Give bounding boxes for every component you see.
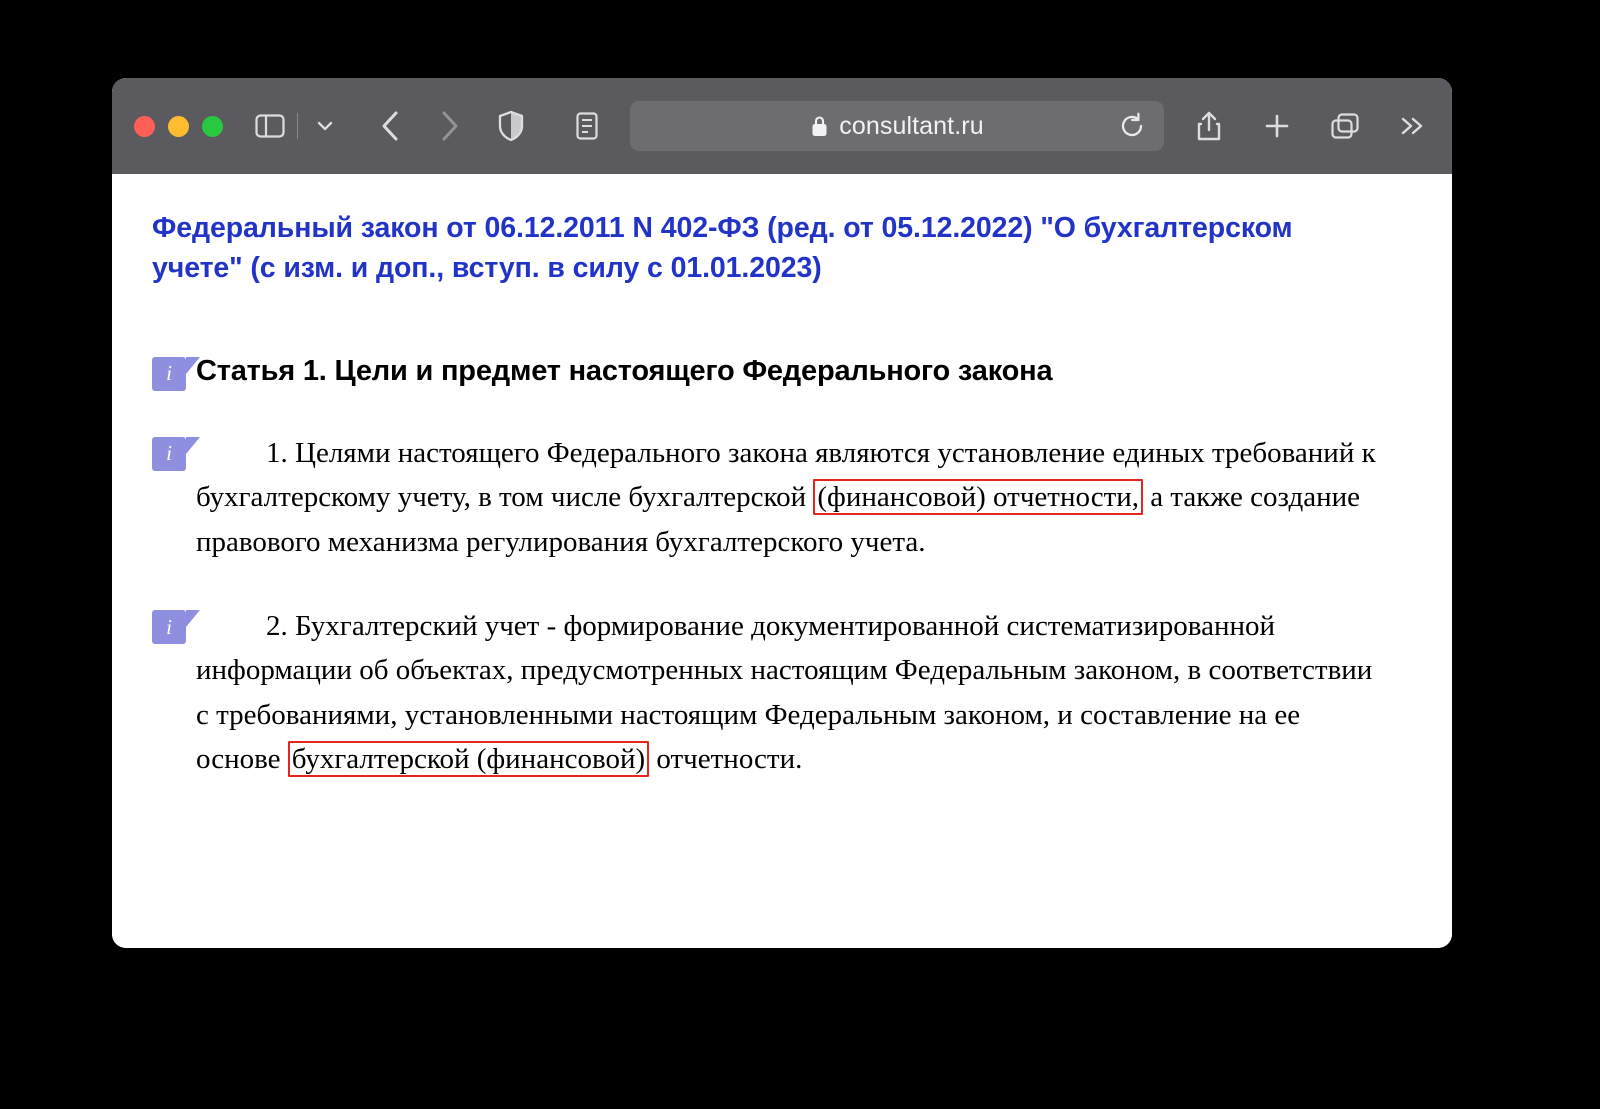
privacy-and-reader-buttons [494, 104, 604, 148]
paragraph-1-text-after: а также создание правового механизма регулирования бухгалтерского учета. [196, 481, 1361, 558]
paragraph-block-2 [152, 604, 1406, 781]
paragraph-2-highlight: бухгалтерской (финансовой) [288, 741, 649, 777]
lock-icon [810, 114, 829, 138]
info-icon-badge: i [152, 357, 186, 391]
address-bar[interactable] [630, 101, 1164, 151]
info-icon[interactable] [152, 357, 196, 391]
page-content [112, 174, 1452, 948]
sidebar-controls [253, 104, 342, 148]
share-icon[interactable] [1192, 104, 1226, 148]
maximize-window-button[interactable] [202, 116, 223, 137]
browser-toolbar [112, 78, 1452, 174]
minimize-window-button[interactable] [168, 116, 189, 137]
sidebar-toggle-icon[interactable] [253, 104, 287, 148]
url-text: consultant.ru [839, 111, 984, 140]
chevron-down-icon[interactable] [308, 104, 342, 148]
address-bar-content [810, 112, 983, 141]
paragraph-1-text-before: 1. Целями настоящего Федерального закона являются установление единых требований к бухгалтерскому учету, в том числе бухгалтерской [196, 436, 1376, 514]
toolbar-divider [297, 113, 298, 139]
info-icon-badge: i [152, 610, 186, 644]
close-window-button[interactable] [134, 116, 155, 137]
tab-overview-icon[interactable] [1328, 104, 1362, 148]
document-title[interactable]: Федеральный закон от 06.12.2011 N 402-ФЗ (ред. от 05.12.2022) "О бухгалтерском учете" (с изм. и доп., вступ. в силу с 01.01.2023) [152, 212, 1293, 285]
forward-icon[interactable] [432, 104, 466, 148]
reload-icon[interactable] [1118, 112, 1146, 140]
more-chevrons-icon[interactable] [1396, 104, 1430, 148]
info-icon-badge: i [152, 437, 186, 471]
back-icon[interactable] [374, 104, 408, 148]
shield-icon[interactable] [494, 104, 528, 148]
paragraph-2 [196, 604, 1381, 781]
paragraph-2-text-before: 2. Бухгалтерский учет - формирование документированной систематизированной информации об объектах, предусмотренных настоящим Федеральным законом, в соответствии с требованиями, установленными настоящим Федеральным законом, и составление на ее основе [196, 610, 1373, 776]
paragraph-block-1 [152, 431, 1406, 564]
paragraph-1-highlight: (финансовой) отчетности, [813, 479, 1143, 515]
navigation-buttons [374, 104, 466, 148]
info-icon[interactable] [152, 437, 196, 471]
info-icon[interactable] [152, 610, 196, 644]
paragraph-2-text-after: отчетности. [649, 743, 803, 776]
article-heading-block [152, 351, 1406, 391]
paragraph-1 [196, 431, 1381, 564]
reader-mode-icon[interactable] [570, 104, 604, 148]
article-heading: Статья 1. Цели и предмет настоящего Федерального закона [196, 354, 1053, 387]
new-tab-icon[interactable] [1260, 104, 1294, 148]
toolbar-right-buttons [1192, 104, 1430, 148]
safari-browser-window [112, 78, 1452, 948]
window-controls [134, 116, 223, 137]
